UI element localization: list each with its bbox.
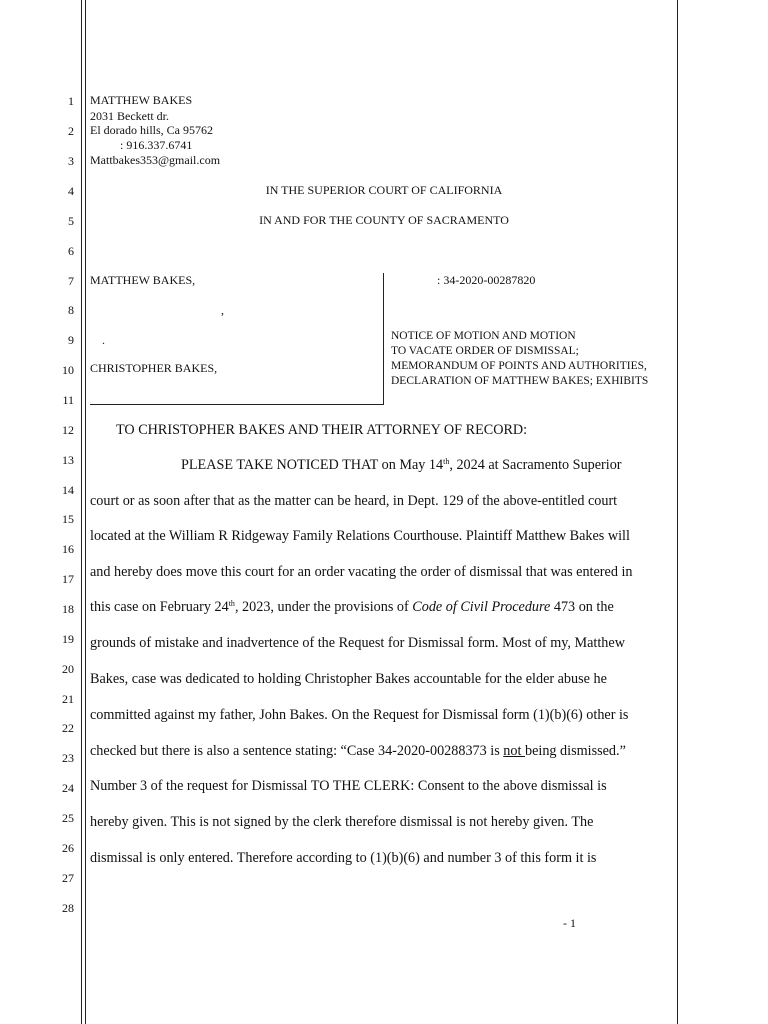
line-number: 26 xyxy=(62,841,74,855)
body-line-2: court or as soon after that as the matter can be heard, in Dept. 129 of the above-entitled court xyxy=(90,493,618,509)
line-number: 17 xyxy=(62,572,74,586)
body-line-7: Bakes, case was dedicated to holding Christopher Bakes accountable for the elder abuse he xyxy=(90,671,607,687)
line-number: 8 xyxy=(68,303,74,317)
defendant-name: CHRISTOPHER BAKES, xyxy=(90,361,218,375)
ordinal-suffix: th xyxy=(228,599,235,608)
line-number: 28 xyxy=(62,901,74,915)
line-number: 7 xyxy=(68,274,74,288)
text-run: being dismissed.” xyxy=(524,743,626,759)
text-run: PLEASE TAKE NOTICED THAT on May 14 xyxy=(181,457,444,473)
right-margin-rule xyxy=(677,0,678,1024)
line-number: 16 xyxy=(62,542,74,556)
body-line-1 xyxy=(181,456,622,474)
text-run: checked but there is also a sentence stating: “Case 34-2020-00288373 is xyxy=(90,743,504,759)
body-line-11: hereby given. This is not signed by the clerk therefore dismissal is not hereby given. The xyxy=(90,814,594,830)
plaintiff-name: MATTHEW BAKES, xyxy=(90,273,196,287)
body-line-9 xyxy=(90,742,626,760)
caption-bottom-rule xyxy=(90,404,384,405)
document-title-line: DECLARATION OF MATTHEW BAKES; EXHIBITS xyxy=(391,375,649,387)
address-line-1: 2031 Beckett dr. xyxy=(90,109,169,123)
line-number: 22 xyxy=(62,721,74,735)
page-number: - 1 xyxy=(563,916,576,930)
line-number: 25 xyxy=(62,811,74,825)
document-title-line: NOTICE OF MOTION AND MOTION xyxy=(391,330,576,342)
line-number: 18 xyxy=(62,602,74,616)
document-title-line: TO VACATE ORDER OF DISMISSAL; xyxy=(391,345,579,357)
underlined-word: not xyxy=(503,743,525,759)
text-run: 473 on the xyxy=(550,599,614,615)
body-line-6: grounds of mistake and inadvertence of the Request for Dismissal form. Most of my, Matthew xyxy=(90,635,625,651)
left-margin-rule-outer xyxy=(81,0,82,1024)
address-line-2: El dorado hills, Ca 95762 xyxy=(90,123,213,137)
line-number: 27 xyxy=(62,871,74,885)
line-number: 19 xyxy=(62,632,74,646)
text-run: this case on February 24 xyxy=(90,599,229,615)
email: Mattbakes353@gmail.com xyxy=(90,153,221,167)
line-number: 9 xyxy=(68,333,74,347)
line-number: 1 xyxy=(68,94,74,108)
body-line-8: committed against my father, John Bakes. On the Request for Dismissal form (1)(b)(6) other is xyxy=(90,707,629,723)
body-line-12: dismissal is only entered. Therefore according to (1)(b)(6) and number 3 of this form it is xyxy=(90,850,597,866)
body-line-5 xyxy=(90,598,614,616)
ordinal-suffix: th xyxy=(443,457,450,466)
line-number: 4 xyxy=(68,184,74,198)
line-number: 6 xyxy=(68,244,74,258)
body-line-10: Number 3 of the request for Dismissal TO THE CLERK: Consent to the above dismissal is xyxy=(90,778,607,794)
line-number: 11 xyxy=(62,393,74,407)
line-number: 24 xyxy=(62,781,74,795)
document-title-line: MEMORANDUM OF POINTS AND AUTHORITIES, xyxy=(391,360,647,372)
salutation: TO CHRISTOPHER BAKES AND THEIR ATTORNEY OF RECORD: xyxy=(116,422,528,438)
line-number: 15 xyxy=(62,512,74,526)
line-number: 10 xyxy=(62,363,74,377)
court-name: IN THE SUPERIOR COURT OF CALIFORNIA xyxy=(265,183,503,197)
party-name: MATTHEW BAKES xyxy=(90,93,193,107)
line-number: 14 xyxy=(62,483,74,497)
line-number: 12 xyxy=(62,423,74,437)
line-number: 13 xyxy=(62,453,74,467)
court-county: IN AND FOR THE COUNTY OF SACRAMENTO xyxy=(259,213,509,227)
line-number: 2 xyxy=(68,124,74,138)
line-number: 21 xyxy=(62,692,74,706)
body-line-3: located at the William R Ridgeway Family Relations Courthouse. Plaintiff Matthew Bakes will xyxy=(90,528,630,544)
line-number: 23 xyxy=(62,751,74,765)
phone: : 916.337.6741 xyxy=(120,138,193,152)
versus-mark: . xyxy=(102,333,105,347)
body-line-4: and hereby does move this court for an order vacating the order of dismissal that was entered in xyxy=(90,564,633,580)
left-margin-rule-inner xyxy=(85,0,86,1024)
text-run: , 2023, under the provisions of xyxy=(234,599,413,615)
statute-citation: Code of Civil Procedure xyxy=(412,599,551,615)
case-number: : 34-2020-00287820 xyxy=(437,273,536,287)
line-number: 5 xyxy=(68,214,74,228)
plaintiff-role-mark: , xyxy=(221,303,224,317)
line-number: 3 xyxy=(68,154,74,168)
line-number: 20 xyxy=(62,662,74,676)
text-run: , 2024 at Sacramento Superior xyxy=(449,457,622,473)
caption-vertical-divider xyxy=(383,273,384,405)
